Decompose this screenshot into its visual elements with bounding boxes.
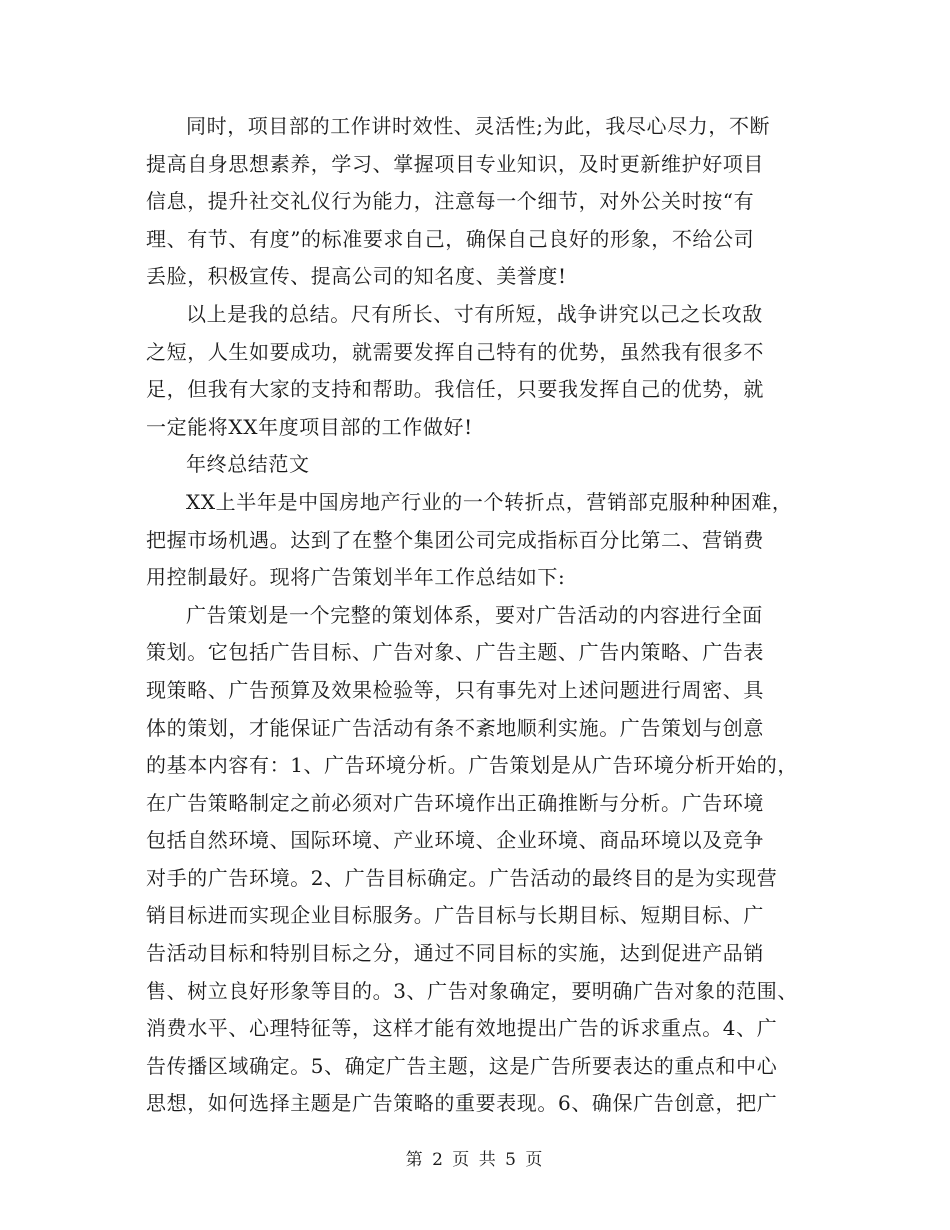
text-line: 在广告策略制定之前必须对广告环境作出正确推断与分析。广告环境 bbox=[146, 790, 764, 815]
text-line: 理、有节、有度”的标准要求自己，确保自己良好的形象，不给公司 bbox=[146, 226, 755, 251]
text-line: 体的策划，才能保证广告活动有条不紊地顺利实施。广告策划与创意 bbox=[146, 715, 764, 740]
text-line: 的基本内容有：1、广告环境分析。广告策划是从广告环境分析开始的， bbox=[146, 753, 798, 778]
text-line: 策划。它包括广告目标、广告对象、广告主题、广告内策略、广告表 bbox=[146, 640, 764, 665]
text-line: 信息，提升社交礼仪行为能力，注意每一个细节，对外公关时按“有 bbox=[146, 189, 755, 214]
text-line: 同时，项目部的工作讲时效性、灵活性;为此，我尽心尽力，不断 bbox=[186, 114, 771, 138]
text-line: 告活动目标和特别目标之分，通过不同目标的实施，达到促进产品销 bbox=[146, 941, 764, 966]
text-line: 提高自身思想素养，学习、掌握项目专业知识，及时更新维护好项目 bbox=[146, 151, 764, 176]
text-line: 年终总结范文 bbox=[186, 452, 310, 477]
text-line: 销目标进而实现企业目标服务。广告目标与长期目标、短期目标、广 bbox=[146, 903, 764, 928]
text-line: 消费水平、心理特征等，这样才能有效地提出广告的诉求重点。4、广 bbox=[146, 1016, 778, 1041]
page-number-footer: 第 2 页 共 5 页 bbox=[405, 1150, 545, 1170]
text-line: 一定能将XX年度项目部的工作做好! bbox=[146, 414, 473, 439]
text-line: 思想，如何选择主题是广告策略的重要表现。6、确保广告创意，把广 bbox=[146, 1091, 778, 1116]
text-line: XX上半年是中国房地产行业的一个转折点，营销部克服种种困难， bbox=[186, 489, 793, 514]
text-line: 把握市场机遇。达到了在整个集团公司完成指标百分比第二、营销费 bbox=[146, 527, 764, 552]
text-line: 对手的广告环境。2、广告目标确定。广告活动的最终目的是为实现营 bbox=[146, 865, 778, 890]
text-line: 现策略、广告预算及效果检验等，只有事先对上述问题进行周密、具 bbox=[146, 677, 764, 702]
text-line: 包括自然环境、国际环境、产业环境、企业环境、商品环境以及竞争 bbox=[146, 828, 764, 853]
text-line: 告传播区域确定。5、确定广告主题，这是广告所要表达的重点和中心 bbox=[146, 1053, 778, 1078]
text-line: 售、树立良好形象等目的。3、广告对象确定，要明确广告对象的范围、 bbox=[146, 978, 798, 1003]
text-line: 丢脸，积极宣传、提高公司的知名度、美誉度! bbox=[146, 264, 567, 289]
text-line: 足，但我有大家的支持和帮助。我信任，只要我发挥自己的优势，就 bbox=[146, 377, 764, 402]
text-line: 用控制最好。现将广告策划半年工作总结如下: bbox=[146, 565, 566, 590]
document-body bbox=[146, 108, 810, 1123]
text-line: 之短，人生如要成功，就需要发挥自己特有的优势，虽然我有很多不 bbox=[146, 339, 764, 364]
text-line: 广告策划是一个完整的策划体系，要对广告活动的内容进行全面 bbox=[186, 602, 763, 627]
text-line: 以上是我的总结。尺有所长、寸有所短，战争讲究以己之长攻敌 bbox=[186, 301, 763, 326]
